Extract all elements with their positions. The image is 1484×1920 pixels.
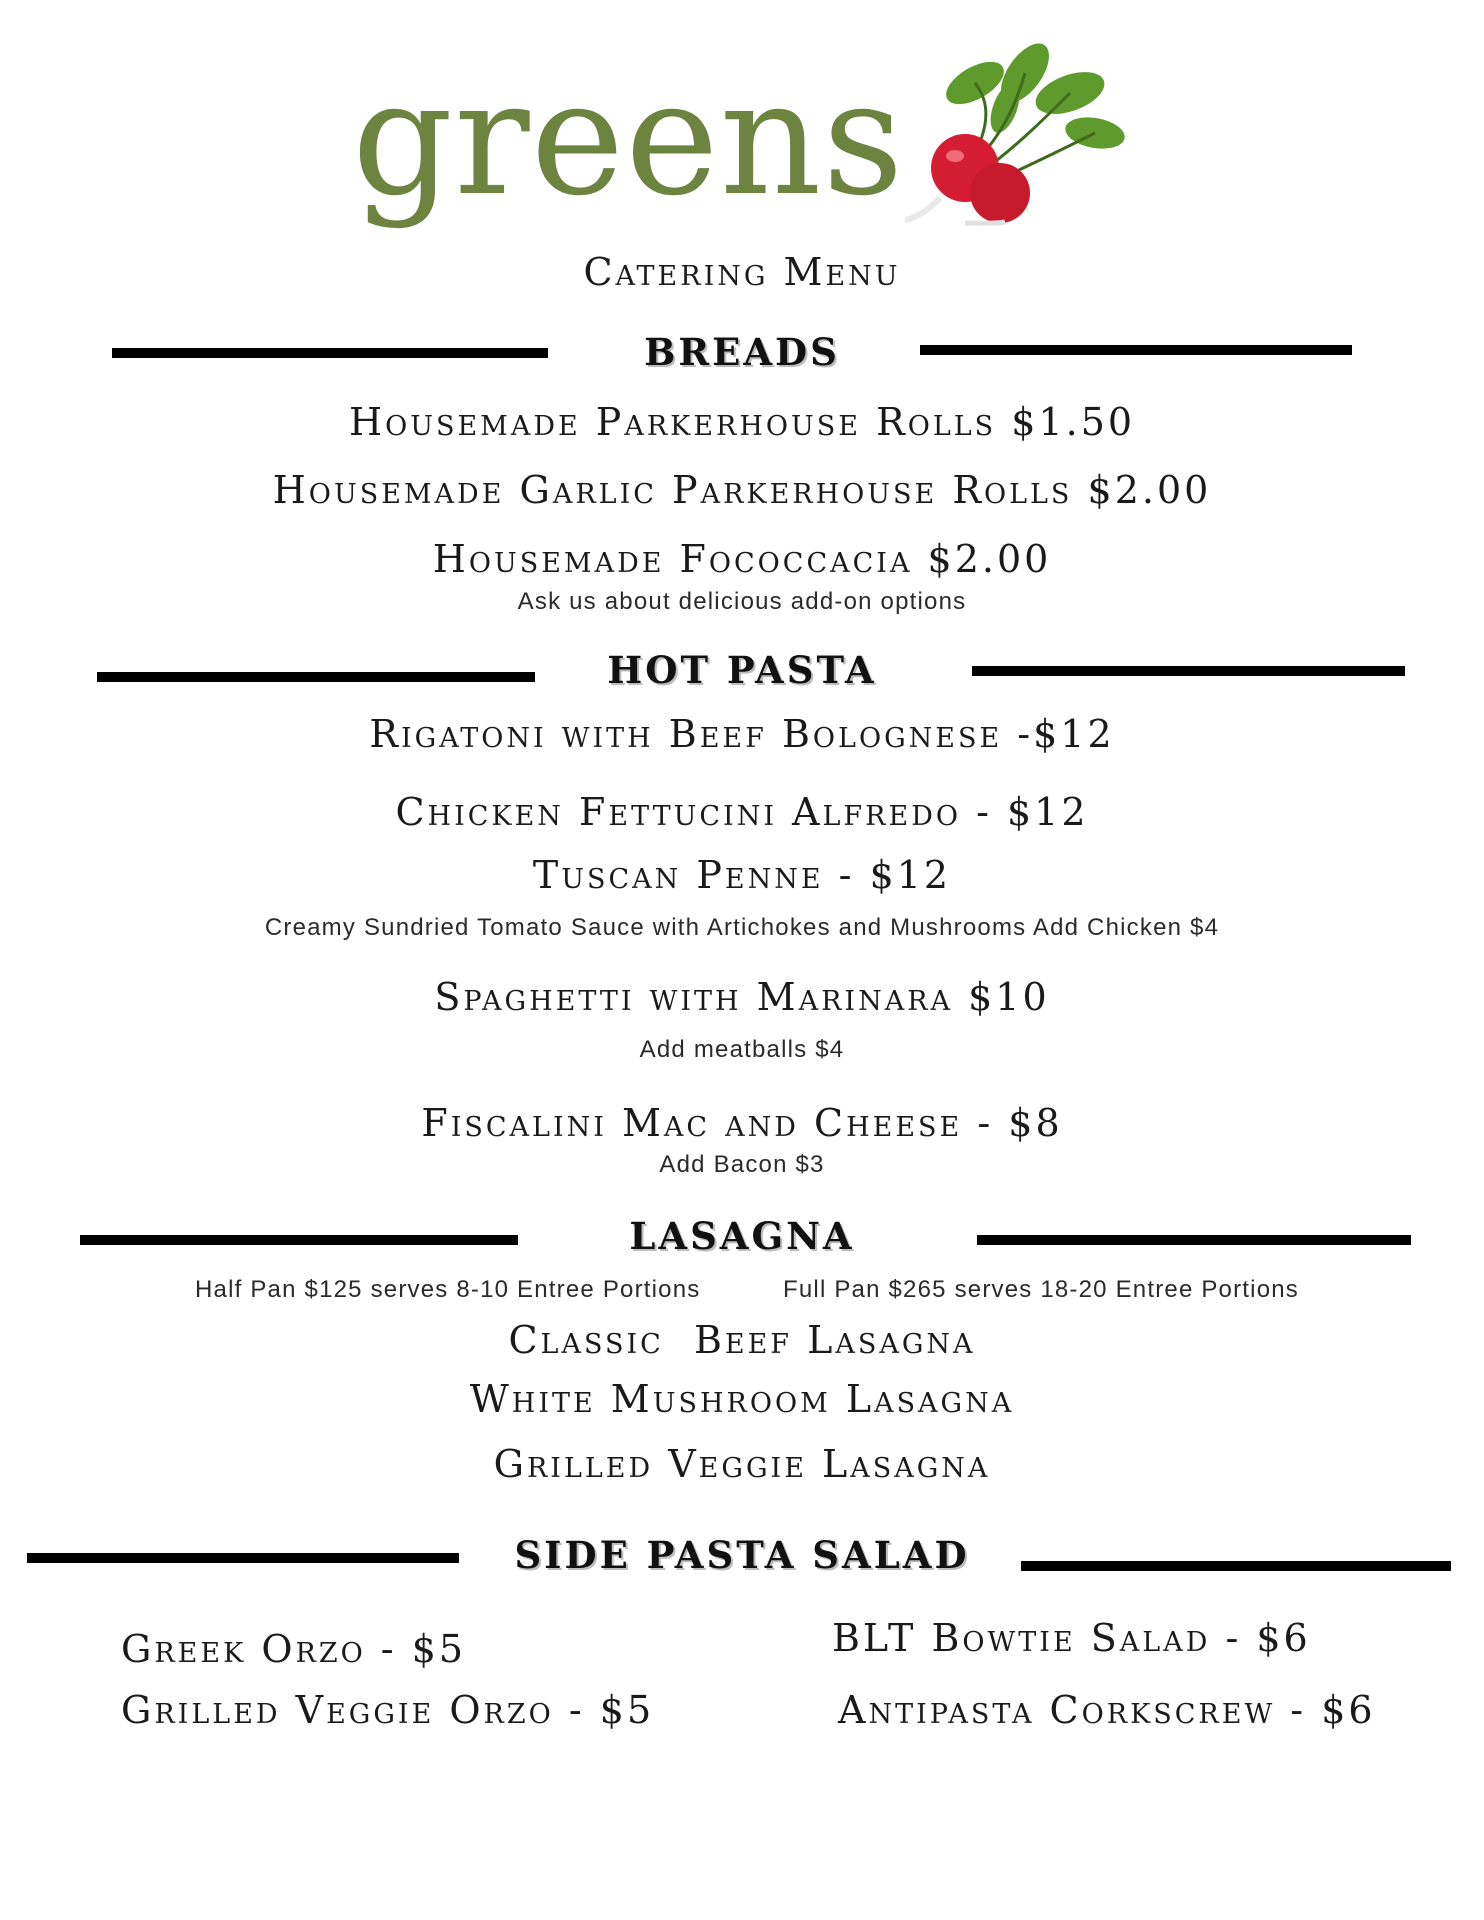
menu-note: Ask us about delicious add-on options [517, 588, 967, 615]
menu-item: Spaghetti with Marinara $10 [434, 975, 1050, 1019]
lasagna-full-pan-price: Full Pan $265 serves 18-20 Entree Portions [783, 1276, 1299, 1303]
menu-item: Housemade Fococcacia $2.00 [432, 537, 1052, 581]
catering-menu-subtitle: Catering Menu [583, 250, 901, 294]
menu-note: Add Bacon $3 [659, 1151, 825, 1178]
menu-item: Grilled Veggie Lasagna [493, 1442, 991, 1486]
section-heading-hot-pasta: HOT PASTA [607, 648, 877, 692]
menu-item: Fiscalini Mac and Cheese - $8 [421, 1101, 1063, 1145]
menu-item: Housemade Parkerhouse Rolls $1.50 [348, 400, 1136, 444]
menu-note: Add meatballs $4 [639, 1036, 845, 1063]
menu-item: Grilled Veggie Orzo - $5 [121, 1688, 655, 1732]
menu-item: White Mushroom Lasagna [469, 1377, 1015, 1421]
section-heading-lasagna: LASAGNA [629, 1214, 855, 1258]
lasagna-half-pan-price: Half Pan $125 serves 8-10 Entree Portions [195, 1276, 701, 1303]
menu-note: Creamy Sundried Tomato Sauce with Artichokes and Mushrooms Add Chicken $4 [264, 914, 1220, 941]
menu-item: Chicken Fettucini Alfredo - $12 [395, 790, 1089, 834]
menu-item: Greek Orzo - $5 [121, 1627, 467, 1671]
section-heading-side-pasta-salad: SIDE PASTA SALAD [514, 1533, 970, 1577]
menu-item: Tuscan Penne - $12 [532, 853, 952, 897]
menu-item: Rigatoni with Beef Bolognese -$12 [369, 712, 1115, 756]
brand-logo-text: greens [352, 47, 905, 231]
radish-icon [905, 38, 1135, 238]
section-heading-breads: BREADS [644, 330, 840, 374]
menu-item: Antipasta Corkscrew - $6 [838, 1688, 1376, 1732]
menu-item: BLT Bowtie Salad - $6 [832, 1616, 1311, 1660]
menu-item: Classic Beef Lasagna [508, 1318, 976, 1362]
menu-item: Housemade Garlic Parkerhouse Rolls $2.00 [272, 468, 1212, 512]
